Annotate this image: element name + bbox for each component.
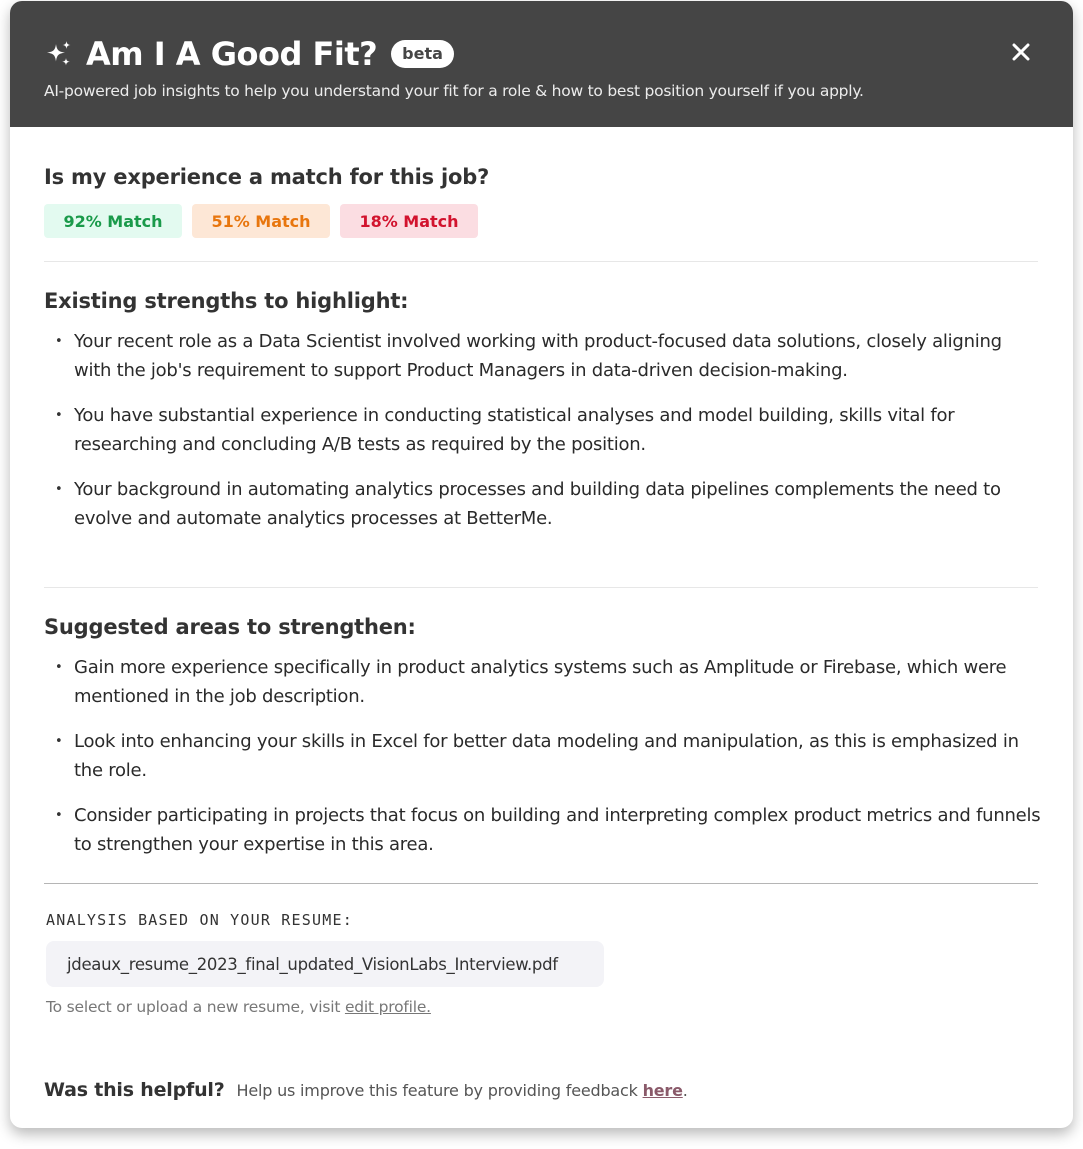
improvements-title: Suggested areas to strengthen: — [44, 615, 416, 639]
feedback-text — [237, 1081, 688, 1100]
feedback-prompt: Help us improve this feature by providing feedback — [236, 1081, 643, 1100]
improvement-item: • Consider participating in projects that focus on building and interpreting complex product metrics and funnels to strengthen your expertise in this area. — [52, 802, 1042, 859]
divider — [44, 587, 1038, 588]
divider — [44, 883, 1038, 884]
resume-file-chip[interactable]: jdeaux_resume_2023_final_updated_VisionLabs_Interview.pdf — [46, 941, 604, 987]
close-button[interactable] — [1006, 37, 1036, 67]
match-badge-medium: 51% Match — [192, 204, 330, 238]
strength-item: • Your background in automating analytics processes and building data pipelines complements the need to evolve and automate analytics processes at BetterMe. — [52, 476, 1042, 533]
improvements-list — [52, 654, 1042, 876]
match-badge-high: 92% Match — [44, 204, 182, 238]
modal-title: Am I A Good Fit? — [86, 35, 378, 73]
modal-subtitle: AI-powered job insights to help you understand your fit for a role & how to best position yourself if you apply. — [44, 82, 864, 100]
strengths-title: Existing strengths to highlight: — [44, 289, 409, 313]
strengths-list — [52, 328, 1042, 550]
match-question: Is my experience a match for this job? — [44, 165, 490, 189]
feedback-row — [44, 1079, 688, 1101]
resume-label: ANALYSIS BASED ON YOUR RESUME: — [46, 911, 353, 929]
good-fit-modal — [10, 1, 1073, 1128]
improvement-item: • Gain more experience specifically in product analytics systems such as Amplitude or Firebase, which were mentioned in the job description. — [52, 654, 1042, 711]
strength-item: • Your recent role as a Data Scientist involved working with product-focused data solutions, closely aligning with the job's requirement to support Product Managers in data-driven decision-making. — [52, 328, 1042, 385]
upload-note — [46, 998, 431, 1016]
match-badges — [44, 204, 488, 238]
feedback-question: Was this helpful? — [44, 1079, 225, 1101]
beta-badge: beta — [391, 40, 454, 68]
improvement-item: • Look into enhancing your skills in Excel for better data modeling and manipulation, as this is emphasized in the role. — [52, 728, 1042, 785]
feedback-suffix: . — [682, 1081, 688, 1100]
feedback-link[interactable]: here — [642, 1081, 683, 1100]
sparkle-icon — [44, 39, 74, 69]
upload-note-text: To select or upload a new resume, visit — [46, 998, 345, 1016]
divider — [44, 261, 1038, 262]
close-icon — [1006, 37, 1036, 67]
title-row — [44, 35, 454, 73]
strength-item: • You have substantial experience in conducting statistical analyses and model building, skills vital for researching and concluding A/B tests as required by the position. — [52, 402, 1042, 459]
modal-header — [10, 1, 1073, 127]
edit-profile-link[interactable]: edit profile. — [344, 998, 431, 1016]
match-badge-low: 18% Match — [340, 204, 478, 238]
